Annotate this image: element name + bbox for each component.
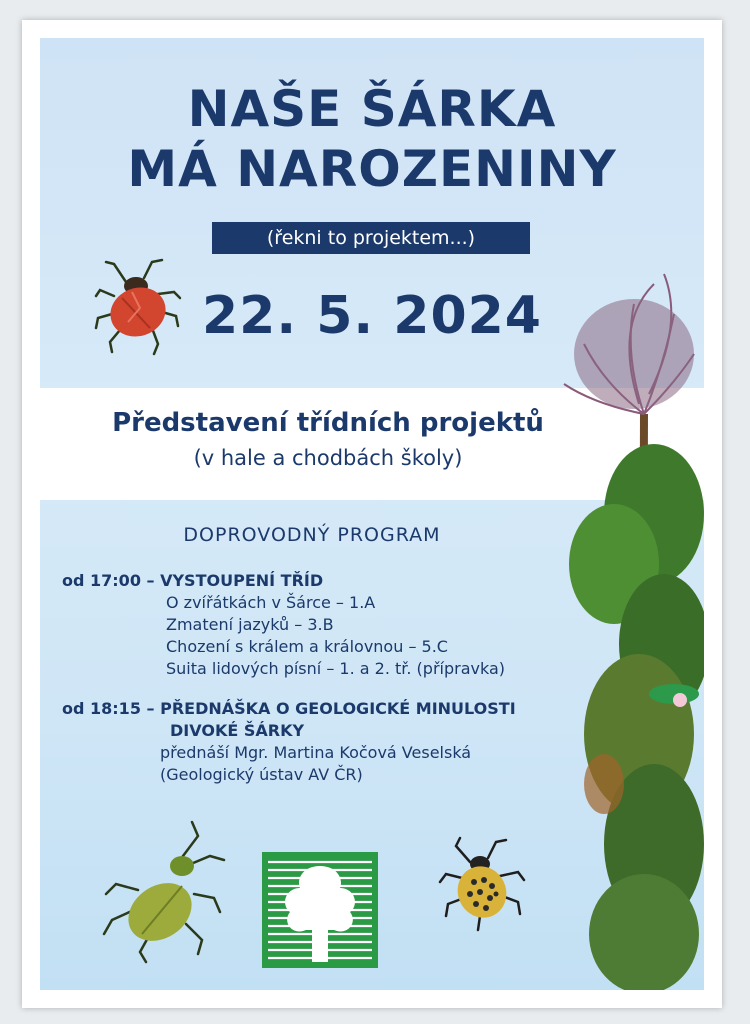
tree-logo-icon [262,852,378,968]
band-title: Představení třídních projektů [112,408,544,438]
program-heading: DOPROVODNÝ PROGRAM [183,524,441,546]
event-2 [62,698,582,786]
event-1-item: Chození s králem a královnou – 5.C [166,637,448,656]
title-line-2: MÁ NAROZENINY [127,140,617,198]
event-date: 22. 5. 2024 [202,286,542,346]
event-1-items [62,592,582,680]
poster [40,38,704,990]
green-beetle-icon [94,816,234,966]
band-subtitle: (v hale a chodbách školy) [193,446,463,470]
event-2-line: přednáší Mgr. Martina Kočová Veselská [160,743,472,762]
red-beetle-icon [92,256,184,358]
event-1-item: Zmatení jazyků – 3.B [166,615,334,634]
title-line-1: NAŠE ŠÁRKA [187,80,557,138]
event-1-item: O zvířátkách v Šárce – 1.A [166,593,376,612]
yellow-beetle-icon [434,834,530,934]
poster-frame [22,20,722,1008]
event-1-heading: od 17:00 – VYSTOUPENÍ TŘÍD [62,571,324,590]
tagline-box: (řekni to projektem...) [212,222,530,254]
event-2-line: (Geologický ústav AV ČR) [160,765,363,784]
event-1 [62,570,582,680]
event-2-lines [62,742,582,786]
event-1-item: Suita lidových písní – 1. a 2. tř. (přípravka) [166,659,506,678]
event-2-heading-line-2: DIVOKÉ ŠÁRKY [170,721,305,740]
event-2-heading-line-1: od 18:15 – PŘEDNÁŠKA O GEOLOGICKÉ MINULOSTI [62,699,516,718]
